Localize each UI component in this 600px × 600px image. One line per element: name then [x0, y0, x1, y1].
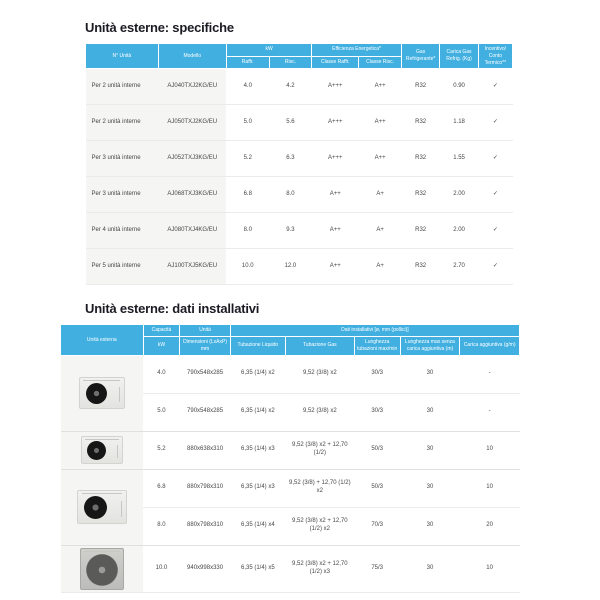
install-cell-dimensions: 880x638x310	[180, 431, 230, 469]
spec-cell-eff-heat: A+	[359, 177, 402, 213]
spec-cell-model: AJ080TXJ4KG/EU	[158, 213, 226, 249]
check-icon: ✓	[478, 177, 512, 213]
install-cell-dimensions: 790x548x285	[180, 393, 230, 431]
spec-cell-model: AJ068TXJ3KG/EU	[158, 177, 226, 213]
install-cell-gas: 9,52 (3/8) x2	[285, 393, 354, 431]
install-cell-length: 30/3	[354, 393, 400, 431]
install-cell-gas: 9,52 (3/8) x2 + 12,70 (1/2) x2	[285, 507, 354, 545]
table-row	[86, 177, 513, 213]
spec-cell-unit: Per 2 unità interne	[86, 105, 159, 141]
spec-header-kw-heat: Risc.	[269, 56, 312, 69]
table-row	[86, 213, 513, 249]
spec-cell-kw-heat: 4.2	[286, 82, 295, 89]
outdoor-unit-photo	[61, 355, 144, 431]
spec-cell-charge: 2.00	[440, 177, 478, 213]
check-icon: ✓	[478, 249, 512, 285]
spec-cell-eff-heat: A+	[359, 213, 402, 249]
section-title-specs: Unità esterne: specifiche	[85, 20, 234, 35]
outdoor-unit-image	[77, 490, 127, 524]
install-cell-no-charge-length: 30	[400, 469, 460, 507]
spec-cell-eff-heat: A++	[359, 105, 402, 141]
spec-cell-unit: Per 4 unità interne	[86, 213, 159, 249]
spec-table	[85, 43, 513, 285]
install-cell-length: 50/3	[354, 469, 400, 507]
spec-cell-gas: R32	[401, 177, 439, 213]
table-row	[61, 431, 520, 469]
install-header-liquid: Tubazione Liquido	[230, 337, 285, 356]
table-row	[86, 105, 513, 141]
install-cell-liquid: 6,35 (1/4) x3	[230, 469, 285, 507]
spec-cell-gas: R32	[401, 105, 439, 141]
install-cell-extra-charge: -	[460, 393, 520, 431]
table-row	[61, 355, 520, 393]
spec-cell-unit: Per 5 unità interne	[86, 249, 159, 285]
install-cell-no-charge-length: 30	[400, 545, 460, 592]
install-cell-capacity: 5.2	[143, 431, 180, 469]
install-cell-length: 50/3	[354, 431, 400, 469]
spec-cell-eff-cool: A++	[312, 177, 359, 213]
spec-header-incentive: Incentivo/ Conto Termico**	[478, 44, 512, 69]
spec-cell-gas: R32	[415, 82, 427, 89]
table-row	[86, 141, 513, 177]
install-cell-extra-charge: 20	[460, 507, 520, 545]
spec-cell-model: AJ100TXJ5KG/EU	[158, 249, 226, 285]
spec-cell-charge: 1.55	[440, 141, 478, 177]
install-cell-liquid: 6,35 (1/4) x4	[230, 507, 285, 545]
install-header-extra-charge: Carica aggiuntiva (g/m)	[460, 337, 520, 356]
install-header-unit: Unità esterna	[61, 325, 144, 355]
spec-cell-eff-heat: A++	[374, 82, 386, 89]
spec-cell-kw-heat: 8.0	[269, 177, 312, 213]
spec-cell-kw-cool: 10.0	[226, 249, 269, 285]
spec-header-eff-heat: Classe Risc.	[359, 56, 402, 69]
spec-cell-model: AJ052TXJ3KG/EU	[158, 141, 226, 177]
spec-header-eff-group: Efficienza Energetica*	[312, 44, 402, 57]
spec-header-charge: Carica Gas Refrig. (Kg)	[440, 44, 478, 69]
install-cell-capacity: 5.0	[143, 393, 180, 431]
spec-cell-model: AJ040TXJ2KG/EU	[158, 69, 226, 105]
install-header-capacity-unit: kW	[143, 337, 180, 356]
install-cell-length: 70/3	[354, 507, 400, 545]
spec-cell-kw-heat: 6.3	[269, 141, 312, 177]
spec-header-eff-cool: Classe Raffr.	[312, 56, 359, 69]
spec-header-gas: Gas Refrigerante*	[401, 44, 439, 69]
table-row	[61, 469, 520, 507]
fan-icon	[86, 383, 107, 404]
spec-cell-kw-cool: 6.8	[226, 177, 269, 213]
install-header-unit-group: Unità	[180, 325, 230, 337]
install-cell-gas: 9,52 (3/8) x2 + 12,70 (1/2)	[285, 431, 354, 469]
spec-cell-kw-cool: 5.2	[226, 141, 269, 177]
spec-header-kw-cool: Raffr.	[226, 56, 269, 69]
install-cell-capacity: 6.8	[143, 469, 180, 507]
table-row	[86, 249, 513, 285]
spec-cell-eff-cool: A++	[312, 213, 359, 249]
install-header-gas: Tubazione Gas	[285, 337, 354, 356]
outdoor-unit-image	[80, 548, 124, 590]
spec-cell-charge: 1.18	[440, 105, 478, 141]
table-row	[61, 545, 520, 592]
check-icon: ✓	[478, 213, 512, 249]
spec-cell-kw-heat: 5.6	[269, 105, 312, 141]
fan-icon	[84, 496, 107, 519]
install-cell-no-charge-length: 30	[426, 370, 434, 377]
install-cell-liquid: 6,35 (1/4) x3	[230, 431, 285, 469]
fan-icon	[87, 441, 106, 460]
spec-cell-eff-cool: A+++	[312, 141, 359, 177]
spec-cell-unit: Per 3 unità interne	[86, 177, 159, 213]
install-cell-gas: 9,52 (3/8) x2 + 12,70 (1/2) x3	[285, 545, 354, 592]
outdoor-unit-image	[79, 377, 125, 409]
spec-header-kw-group: kW	[226, 44, 311, 57]
install-header-dimensions: Dimensioni (LxAxP) mm	[180, 337, 230, 356]
spec-cell-unit: Per 2 unità interne	[86, 69, 159, 105]
install-header-capacity-group: Capacità	[143, 325, 180, 337]
install-cell-capacity: 10.0	[143, 545, 180, 592]
install-cell-no-charge-length: 30	[400, 393, 460, 431]
table-row	[86, 69, 513, 105]
install-cell-dimensions: 790x548x285	[187, 370, 224, 377]
spec-cell-gas: R32	[401, 249, 439, 285]
install-cell-length: 75/3	[354, 545, 400, 592]
check-icon: ✓	[478, 105, 512, 141]
install-cell-length: 30/3	[371, 370, 384, 377]
section-title-install: Unità esterne: dati installativi	[85, 301, 260, 317]
install-cell-gas: 9,52 (3/8) x2	[302, 370, 337, 377]
install-cell-gas: 9,52 (3/8) + 12,70 (1/2) x2	[285, 469, 354, 507]
install-cell-extra-charge: 10	[460, 431, 520, 469]
spec-cell-kw-cool: 4.0	[243, 82, 252, 89]
install-cell-dimensions: 880x798x310	[180, 507, 230, 545]
install-header-install-group: Dati installativi [ø, mm (pollici)]	[230, 325, 519, 337]
spec-cell-kw-cool: 5.0	[226, 105, 269, 141]
spec-cell-kw-heat: 12.0	[269, 249, 312, 285]
install-cell-extra-charge: 10	[460, 469, 520, 507]
spec-cell-unit: Per 3 unità interne	[86, 141, 159, 177]
install-header-length: Lunghezza tubazioni max/min	[354, 337, 400, 356]
outdoor-unit-photo	[61, 545, 144, 592]
spec-cell-eff-cool: A+++	[327, 82, 343, 89]
install-table	[60, 324, 520, 592]
spec-cell-charge: 2.00	[440, 213, 478, 249]
spec-cell-eff-heat: A+	[359, 249, 402, 285]
spec-header-model: Modello	[158, 44, 226, 69]
spec-cell-charge: 2.70	[440, 249, 478, 285]
outdoor-unit-photo	[61, 469, 144, 545]
fan-icon	[86, 554, 118, 586]
install-header-no-charge-length: Lunghezza max senza carica aggiuntiva (m)	[400, 337, 460, 356]
spec-cell-model: AJ050TXJ2KG/EU	[158, 105, 226, 141]
install-cell-extra-charge: 10	[460, 545, 520, 592]
install-cell-dimensions: 940x998x330	[180, 545, 230, 592]
install-cell-capacity: 8.0	[143, 507, 180, 545]
outdoor-unit-image	[81, 436, 123, 464]
spec-cell-gas: R32	[401, 213, 439, 249]
spec-cell-charge: 0.90	[453, 82, 465, 89]
spec-cell-eff-heat: A++	[359, 141, 402, 177]
install-cell-liquid: 6,35 (1/4) x5	[230, 545, 285, 592]
install-cell-dimensions: 880x798x310	[180, 469, 230, 507]
outdoor-unit-photo	[61, 431, 144, 469]
install-cell-no-charge-length: 30	[400, 507, 460, 545]
install-cell-extra-charge: -	[488, 370, 491, 377]
install-cell-capacity: 4.0	[157, 370, 166, 377]
check-icon: ✓	[478, 141, 512, 177]
spec-header-unit: N° Unità	[86, 44, 159, 69]
check-icon: ✓	[492, 82, 498, 89]
spec-cell-kw-cool: 8.0	[226, 213, 269, 249]
spec-cell-kw-heat: 9.3	[269, 213, 312, 249]
spec-cell-eff-cool: A+++	[312, 105, 359, 141]
install-cell-liquid: 6,35 (1/4) x2	[241, 370, 275, 377]
install-cell-liquid: 6,35 (1/4) x2	[230, 393, 285, 431]
spec-cell-eff-cool: A++	[312, 249, 359, 285]
install-cell-no-charge-length: 30	[400, 431, 460, 469]
spec-cell-gas: R32	[401, 141, 439, 177]
